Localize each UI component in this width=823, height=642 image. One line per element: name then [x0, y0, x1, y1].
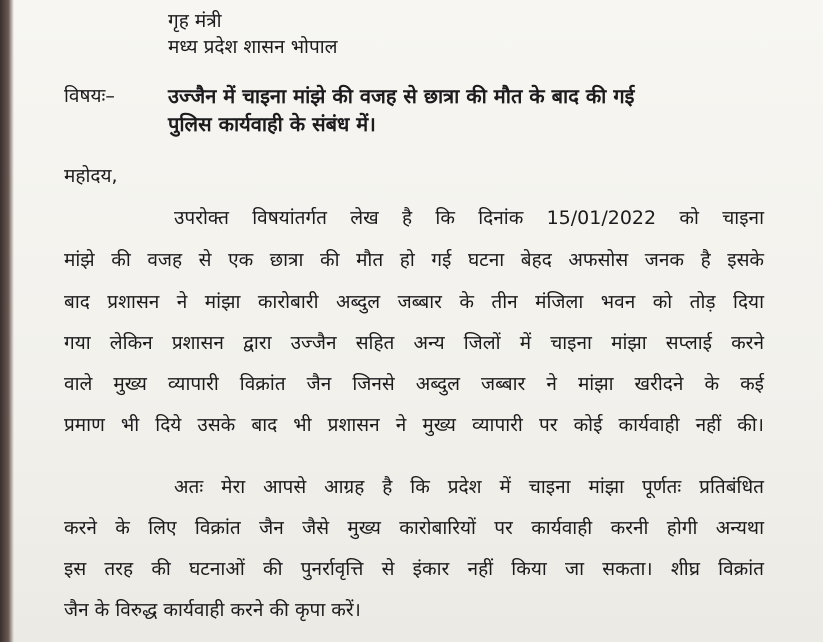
body-paragraph-2-line: जैन के विरुद्ध कार्यवाही करने की कृपा करें। [64, 599, 361, 621]
subject-label: विषयः– [64, 85, 115, 107]
body-paragraph-1-line: वाले मुख्य व्यापारी विक्रांत जैन जिनसे अब्दुल जब्बार ने मांझा खरीदने के कई [64, 373, 764, 395]
subject-line-1: उज्जैन में चाइना मांझे की वजह से छात्रा की मौत के बाद की गई [168, 84, 635, 108]
body-paragraph-2-line: इस तरह की घटनाओं की पुनर्रावृत्ति से इंकार नहीं किया जा सकता। शीघ्र विक्रांत [64, 558, 764, 580]
body-paragraph-2-line: अतः मेरा आपसे आग्रह है कि प्रदेश में चाइना मांझा पूर्णतः प्रतिबंधित [174, 476, 764, 498]
addressee-title: गृह मंत्री [168, 10, 222, 32]
body-paragraph-1-line: उपरोक्त विषयांतर्गत लेख है कि दिनांक 15/01/2022 को चाइना [174, 207, 764, 229]
body-paragraph-1-line: मांझे की वजह से एक छात्रा की मौत हो गई घटना बेहद अफसोस जनक है इसके [64, 249, 764, 271]
body-paragraph-1-line: बाद प्रशासन ने मांझा कारोबारी अब्दुल जब्बार के तीन मंजिला भवन को तोड़ दिया [64, 291, 764, 313]
body-paragraph-1-line: गया लेकिन प्रशासन द्वारा उज्जैन सहित अन्य जिलों में चाइना मांझा सप्लाई करने [64, 332, 764, 354]
page-edge-shadow [0, 0, 14, 642]
body-paragraph-1-line: प्रमाण भी दिये उसके बाद भी प्रशासन ने मुख्य व्यापारी पर कोई कार्यवाही नहीं की। [64, 414, 764, 436]
subject-line-2: पुलिस कार्यवाही के संबंध में। [168, 112, 376, 136]
addressee-office: मध्य प्रदेश शासन भोपाल [168, 36, 338, 58]
salutation: महोदय, [64, 165, 118, 187]
body-paragraph-2-line: करने के लिए विक्रांत जैन जैसे मुख्य कारोबारियों पर कार्यवाही करनी होगी अन्यथा [64, 517, 764, 539]
